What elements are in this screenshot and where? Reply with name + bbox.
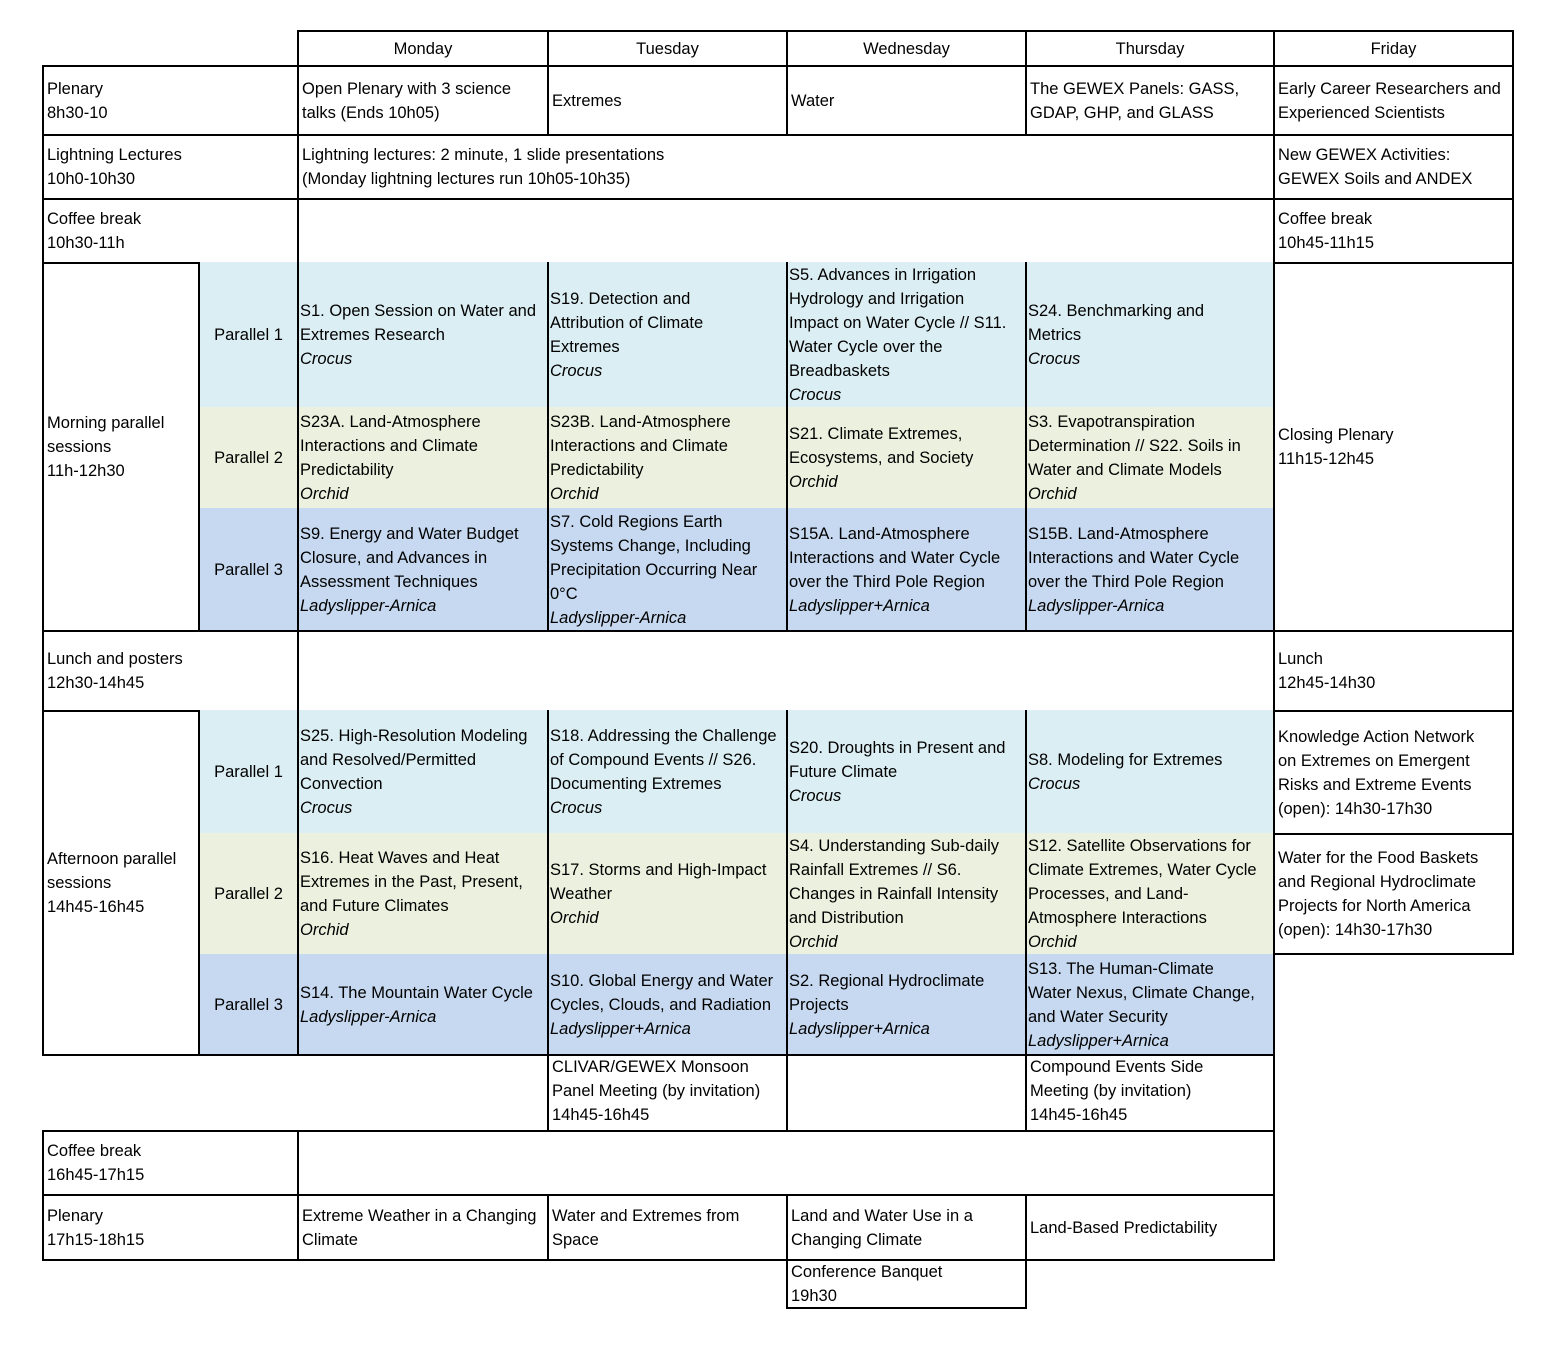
cell-coffee-pm-empty xyxy=(297,1130,1275,1196)
row-label-coffee-pm: Coffee break 16h45-17h15 xyxy=(42,1130,299,1196)
morning-parallel-1-label: Parallel 1 xyxy=(198,262,299,407)
cell-side-meeting-tuesday: CLIVAR/GEWEX Monsoon Panel Meeting (by invitation) 14h45-16h45 xyxy=(547,1054,788,1132)
header-thursday: Thursday xyxy=(1025,30,1275,67)
session-s7: S7. Cold Regions Earth Systems Change, Including Precipitation Occurring Near 0°C Ladyslipper-Arnica xyxy=(547,508,788,632)
header-monday: Monday xyxy=(297,30,549,67)
morning-parallel-2-label: Parallel 2 xyxy=(198,407,299,508)
cell-plenary-am-thursday: The GEWEX Panels: GASS, GDAP, GHP, and GLASS xyxy=(1025,65,1275,136)
session-s23b: S23B. Land-Atmosphere Interactions and Climate Predictability Orchid xyxy=(547,407,788,508)
session-s14: S14. The Mountain Water Cycle Ladyslipper-Arnica xyxy=(297,954,549,1056)
session-s17: S17. Storms and High-Impact Weather Orchid xyxy=(547,833,788,954)
session-s9: S9. Energy and Water Budget Closure, and Advances in Assessment Techniques Ladyslipper-Arnica xyxy=(297,508,549,632)
session-s15a: S15A. Land-Atmosphere Interactions and Water Cycle over the Third Pole Region Ladyslipper+Arnica xyxy=(786,508,1027,632)
session-s2: S2. Regional Hydroclimate Projects Ladyslipper+Arnica xyxy=(786,954,1027,1056)
row-label-morning: Morning parallel sessions 11h-12h30 xyxy=(42,262,200,632)
session-s12: S12. Satellite Observations for Climate Extremes, Water Cycle Processes, and Land- Atmosphere Interactions Orchid xyxy=(1025,833,1275,954)
cell-lightning-mon-thu: Lightning lectures: 2 minute, 1 slide presentations (Monday lightning lectures run 10h05-10h35) xyxy=(297,134,1275,200)
session-s20: S20. Droughts in Present and Future Climate Crocus xyxy=(786,710,1027,833)
cell-plenary-am-monday: Open Plenary with 3 science talks (Ends 10h05) xyxy=(297,65,549,136)
afternoon-parallel-3-label: Parallel 3 xyxy=(198,954,299,1056)
row-label-lightning: Lightning Lectures 10h0-10h30 xyxy=(42,134,299,200)
header-tuesday: Tuesday xyxy=(547,30,788,67)
afternoon-parallel-1-label: Parallel 1 xyxy=(198,710,299,833)
cell-friday-food-baskets: Water for the Food Baskets and Regional Hydroclimate Projects for North America (open): 14h30-17h30 xyxy=(1273,833,1514,955)
session-s10: S10. Global Energy and Water Cycles, Clouds, and Radiation Ladyslipper+Arnica xyxy=(547,954,788,1056)
session-s25: S25. High-Resolution Modeling and Resolved/Permitted Convection Crocus xyxy=(297,710,549,833)
row-label-plenary-am: Plenary 8h30-10 xyxy=(42,65,299,136)
cell-coffee-am-friday: Coffee break 10h45-11h15 xyxy=(1273,198,1514,264)
cell-plenary-pm-wednesday: Land and Water Use in a Changing Climate xyxy=(786,1194,1027,1261)
session-s19: S19. Detection and Attribution of Climate Extremes Crocus xyxy=(547,262,788,407)
session-s1: S1. Open Session on Water and Extremes Research Crocus xyxy=(297,262,549,407)
cell-friday-knowledge-action-network: Knowledge Action Network on Extremes on Emergent Risks and Extreme Events (open): 14h30-17h30 xyxy=(1273,710,1514,835)
cell-plenary-am-tuesday: Extremes xyxy=(547,65,788,136)
session-s15b: S15B. Land-Atmosphere Interactions and Water Cycle over the Third Pole Region Ladyslipper-Arnica xyxy=(1025,508,1275,632)
cell-side-meeting-wednesday-empty xyxy=(786,1054,1027,1132)
row-label-afternoon: Afternoon parallel sessions 14h45-16h45 xyxy=(42,710,200,1056)
header-friday: Friday xyxy=(1273,30,1514,67)
cell-plenary-pm-thursday: Land-Based Predictability xyxy=(1025,1194,1275,1261)
cell-plenary-pm-tuesday: Water and Extremes from Space xyxy=(547,1194,788,1261)
session-s23a: S23A. Land-Atmosphere Interactions and Climate Predictability Orchid xyxy=(297,407,549,508)
cell-plenary-am-wednesday: Water xyxy=(786,65,1027,136)
row-label-plenary-pm: Plenary 17h15-18h15 xyxy=(42,1194,299,1261)
session-s4-s6: S4. Understanding Sub-daily Rainfall Extremes // S6. Changes in Rainfall Intensity and Distribution Orchid xyxy=(786,833,1027,954)
cell-plenary-pm-monday: Extreme Weather in a Changing Climate xyxy=(297,1194,549,1261)
cell-closing-plenary-friday: Closing Plenary 11h15-12h45 xyxy=(1273,262,1514,632)
cell-side-meeting-thursday: Compound Events Side Meeting (by invitation) 14h45-16h45 xyxy=(1025,1054,1275,1132)
session-s16: S16. Heat Waves and Heat Extremes in the Past, Present, and Future Climates Orchid xyxy=(297,833,549,954)
cell-lightning-friday: New GEWEX Activities: GEWEX Soils and ANDEX xyxy=(1273,134,1514,200)
session-s5-s11: S5. Advances in Irrigation Hydrology and Irrigation Impact on Water Cycle // S11. Water Cycle over the Breadbaskets Crocus xyxy=(786,262,1027,407)
session-s3-s22: S3. Evapotranspiration Determination // S22. Soils in Water and Climate Models Orchid xyxy=(1025,407,1275,508)
afternoon-parallel-2-label: Parallel 2 xyxy=(198,833,299,954)
session-s18-s26: S18. Addressing the Challenge of Compound Events // S26. Documenting Extremes Crocus xyxy=(547,710,788,833)
session-s13: S13. The Human-Climate Water Nexus, Climate Change, and Water Security Ladyslipper+Arnica xyxy=(1025,954,1275,1056)
cell-conference-banquet: Conference Banquet 19h30 xyxy=(786,1259,1027,1309)
cell-lunch-empty xyxy=(297,630,1275,712)
session-s21: S21. Climate Extremes, Ecosystems, and Society Orchid xyxy=(786,407,1027,508)
row-label-coffee-am: Coffee break 10h30-11h xyxy=(42,198,299,264)
cell-plenary-am-friday: Early Career Researchers and Experienced Scientists xyxy=(1273,65,1514,136)
row-label-lunch: Lunch and posters 12h30-14h45 xyxy=(42,630,299,712)
session-s8: S8. Modeling for Extremes Crocus xyxy=(1025,710,1275,833)
morning-parallel-3-label: Parallel 3 xyxy=(198,508,299,632)
cell-lunch-friday: Lunch 12h45-14h30 xyxy=(1273,630,1514,712)
header-wednesday: Wednesday xyxy=(786,30,1027,67)
cell-coffee-am-empty xyxy=(297,198,1275,264)
session-s24: S24. Benchmarking and Metrics Crocus xyxy=(1025,262,1275,407)
